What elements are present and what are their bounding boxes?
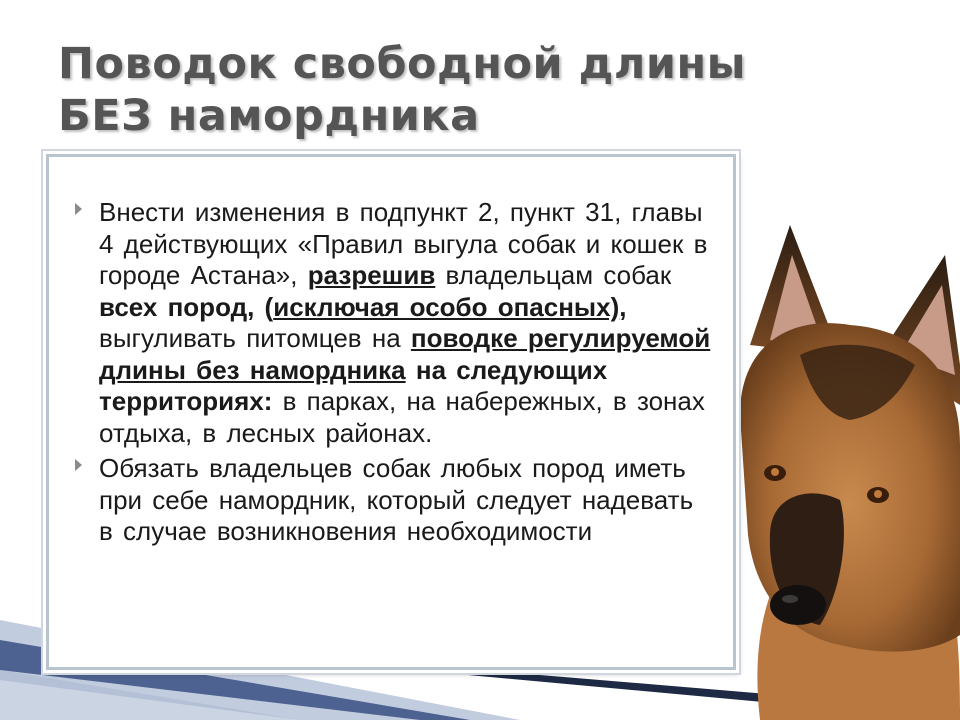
slide-title: [58, 38, 818, 142]
list-item: Обязать владельцев собак любых пород иметь при себе намордник, который следует надевать в случае возникновения необходимости: [71, 453, 711, 548]
dog-photo: [730, 215, 960, 720]
content-box: [46, 154, 736, 670]
bullet-list: [71, 197, 711, 548]
list-item: Внести изменения в подпункт 2, пункт 31, главы 4 действующих «Правил выгула собак и кошек в городе Астана», разрешив владельцам собак всех пород, (исключая особо опасных), выгуливать питомцев на поводке регулируемой длины без намордника на следующих территориях: в парках, на набережных, в зонах отдыха, в лесных районах.: [71, 197, 711, 449]
bullet-arrow-icon: [75, 203, 82, 215]
bullet-arrow-icon: [75, 459, 82, 471]
title-line-1: Поводок свободной длины: [58, 39, 747, 89]
title-line-2: БЕЗ намордника: [58, 91, 480, 141]
